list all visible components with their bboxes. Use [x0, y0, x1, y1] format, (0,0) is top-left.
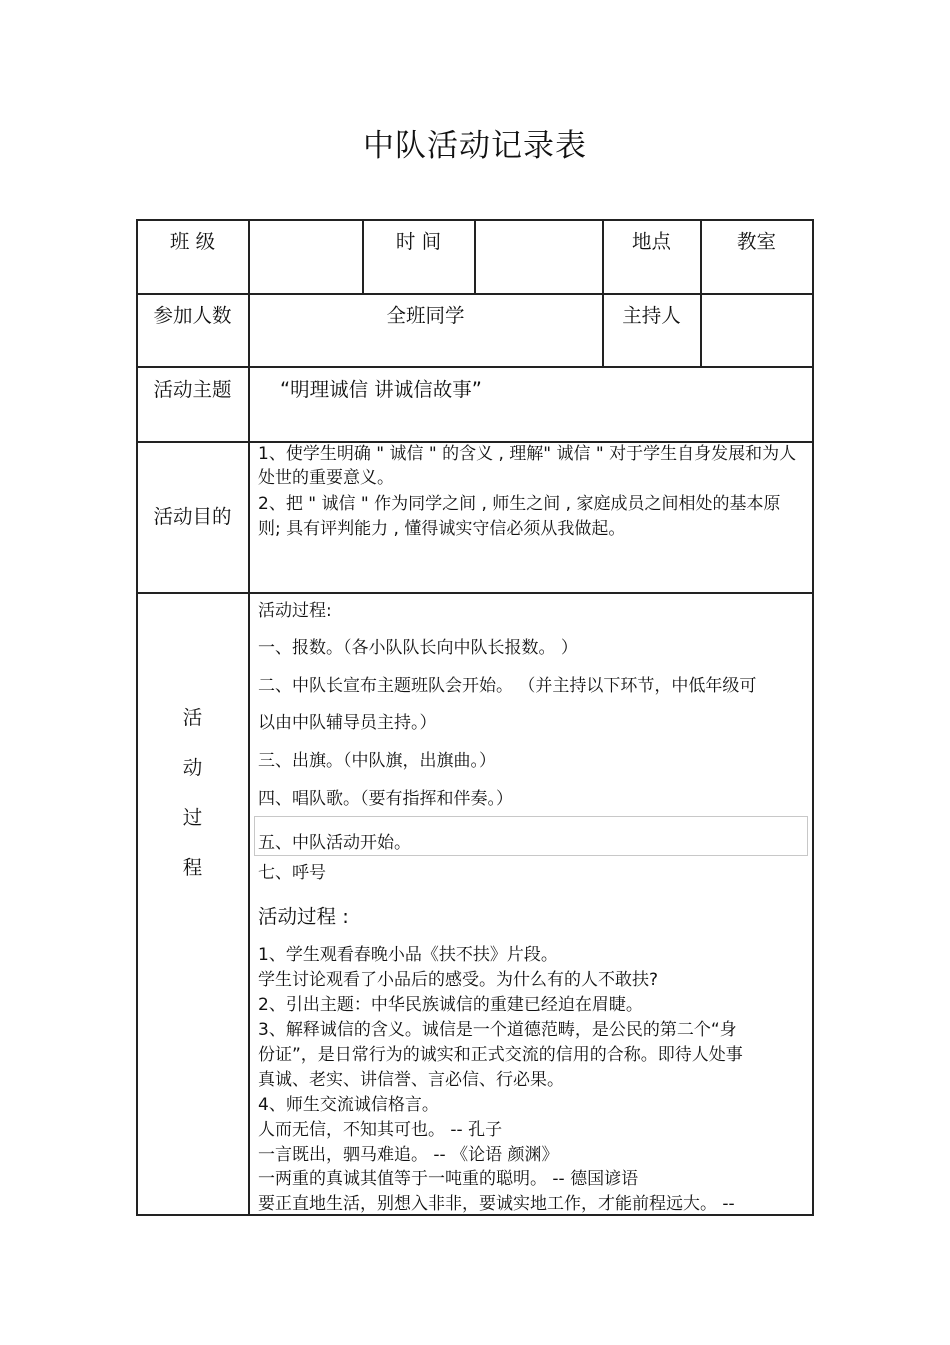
table-rule [474, 219, 476, 293]
participants-label: 参加人数 [153, 304, 232, 327]
outline-line: 一、报数。（各小队队长向中队长报数。 ） [258, 638, 578, 658]
outline-line: 二、中队长宣布主题班队会开始。 （并主持以下环节，中低年级可 [258, 676, 757, 696]
purpose-line: 则; 具有评判能力 , 懂得诚实守信必须从我做起。 [258, 519, 626, 539]
place-value: 教室 [736, 230, 776, 253]
detail-line: 3、解释诚信的含义。诚信是一个道德范畴，是公民的第二个“身 [258, 1020, 737, 1040]
table-rule [136, 293, 814, 295]
participants-value: 全班同学 [386, 304, 465, 327]
host-label: 主持人 [622, 304, 681, 327]
process-label-char: 活 [182, 706, 203, 729]
process-label-char: 程 [182, 856, 203, 879]
outline-line: 五、中队活动开始。 [258, 833, 411, 853]
purpose-line: 处世的重要意义。 [258, 468, 394, 488]
process-label-char: 过 [182, 806, 203, 829]
outline-line: 活动过程: [258, 601, 332, 621]
detail-line: 2、引出主题：中华民族诚信的重建已经迫在眉睫。 [258, 995, 643, 1015]
place-label: 地点 [631, 230, 671, 253]
detail-line: 1、学生观看春晚小品《扶不扶》片段。 [258, 945, 558, 965]
outline-line: 四、唱队歌。（要有指挥和伴奏。） [258, 789, 513, 809]
process-heading: 活动过程 : [258, 905, 349, 928]
purpose-label: 活动目的 [153, 505, 232, 528]
detail-line: 一言既出，驷马难追。 -- 《论语 颜渊》 [258, 1145, 559, 1165]
table-rule [136, 592, 814, 594]
table-rule [812, 219, 814, 1215]
detail-line: 一两重的真诚其值等于一吨重的聪明。 -- 德国谚语 [258, 1169, 639, 1189]
theme-value: “明理诚信 讲诚信故事” [280, 378, 482, 401]
purpose-line: 2、把 " 诚信 " 作为同学之间 , 师生之间 , 家庭成员之间相处的基本原 [258, 494, 781, 514]
detail-line: 要正直地生活，别想入非非，要诚实地工作，才能前程远大。 -- [258, 1194, 735, 1214]
detail-line: 人而无信，不知其可也。 -- 孔子 [258, 1120, 503, 1140]
outline-line: 七、呼号 [258, 863, 326, 883]
page-title: 中队活动记录表 [363, 128, 587, 164]
table-rule [136, 366, 814, 368]
detail-line: 4、师生交流诚信格言。 [258, 1095, 439, 1115]
outline-line: 以由中队辅导员主持。） [258, 713, 437, 733]
process-label-char: 动 [182, 756, 203, 779]
table-rule [248, 219, 250, 1215]
detail-line: 真诚、老实、讲信誉、言必信、行必果。 [258, 1070, 564, 1090]
detail-line: 学生讨论观看了小品后的感受。为什么有的人不敢扶? [258, 970, 659, 990]
class-label: 班 级 [169, 230, 216, 253]
outline-line: 三、出旗。（中队旗，出旗曲。） [258, 751, 496, 771]
detail-line: 份证”，是日常行为的诚实和正式交流的信用的合称。即待人处事 [258, 1045, 743, 1065]
purpose-line: 1、使学生明确 " 诚信 " 的含义 , 理解" 诚信 " 对于学生自身发展和为人 [258, 444, 797, 464]
time-label: 时 间 [395, 230, 442, 253]
theme-label: 活动主题 [153, 378, 232, 401]
